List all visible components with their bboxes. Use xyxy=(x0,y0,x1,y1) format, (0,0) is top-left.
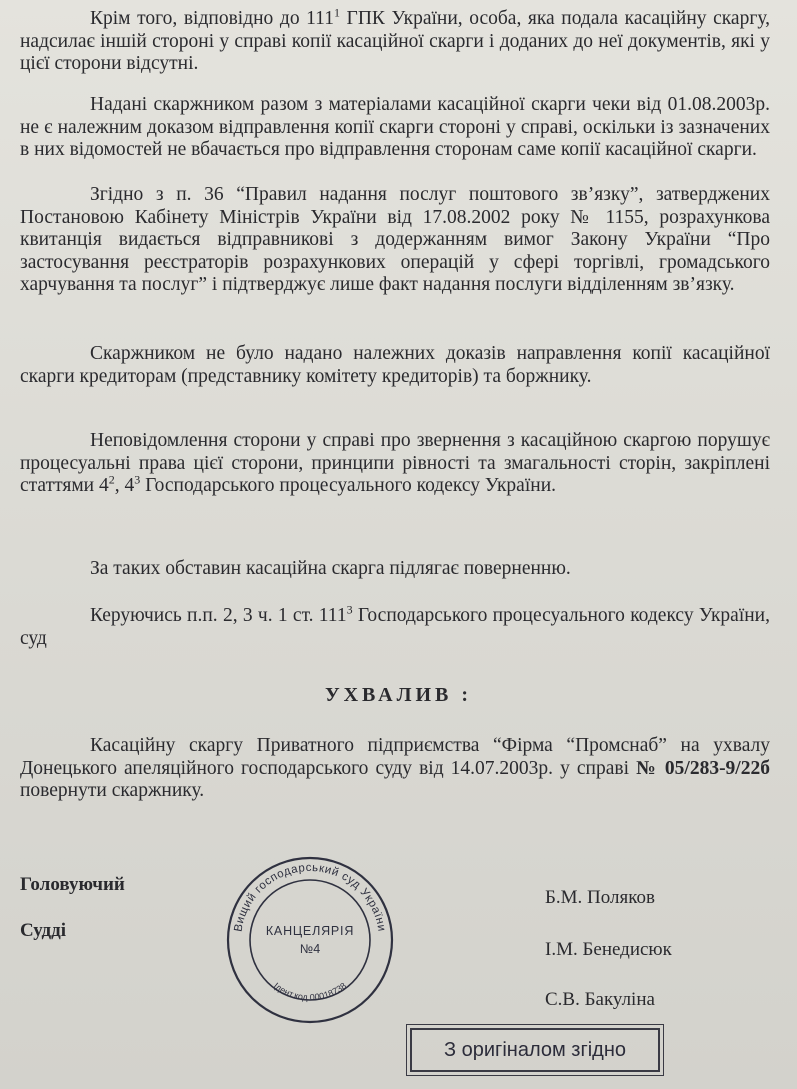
paragraph-5: Неповідомлення сторони у справі про звернення з касаційною скаргою порушує процесуальні права цієї сторони, принципи рівності та змагальності сторін, закріплені статтями $4^2$, $4^3$ Господарського процесуального кодексу України. xyxy=(20,430,770,496)
presiding-label: Головуючий xyxy=(20,874,125,895)
case-number: № 05/283-9/22б xyxy=(636,757,770,779)
paragraph-7: Керуючись п.п. 2, 3 ч. 1 ст. $111^3$ Господарського процесуального кодексу України, суд xyxy=(20,602,770,649)
judge-name-3: С.В. Бакуліна xyxy=(545,989,655,1010)
svg-text:Вищий господарський суд Україн xyxy=(232,862,387,933)
paragraph-3: Згідно з п. 36 “Правил надання послуг поштового зв’язку”, затверджених Постановою Кабінету Міністрів України від 17.08.2002 року № 1155, розрахункова квитанція видається відправникові з додержанням вимог Закону України “Про застосування реєстраторів розрахункових операцій у сфері торгівлі, громадського харчування та послуг” і підтверджує лише факт надання послуги відділенням зв’язку. xyxy=(20,184,770,295)
paragraph-1: Крім того, відповідно до $111^1$ ГПК України, особа, яка подала касаційну скаргу, надсилає іншій стороні у справі копії касаційної скарги і доданих до неї документів, які у цієї сторони відсутні. xyxy=(20,5,771,74)
stamp-ring-text: Вищий господарський суд України xyxy=(232,861,388,933)
paragraph-8: Касаційну скаргу Приватного підприємства “Фірма “Промснаб” на ухвалу Донецького апеляційного господарського суду від 14.07.2003р. у справі № 05/283-9/22б повернути скаржнику. xyxy=(20,735,770,801)
judges-label: Судді xyxy=(20,920,67,941)
paragraph-4: Скаржником не було надано належних доказів направлення копії касаційної скарги кредиторам (представнику комітету кредиторів) та боржнику. xyxy=(20,343,770,387)
stamp-bottom-text: Ідент.код 00018738 xyxy=(271,980,349,1003)
paragraph-2: Надані скаржником разом з матеріалами касаційної скарги чеки від 01.08.2003р. не є належним доказом відправлення копії скарги стороні у справі, оскільки із зазначених в них відомостей не вбачається про відправлення сторонам саме копії касаційної скарги. xyxy=(20,94,770,160)
chancellery-stamp xyxy=(225,855,395,1025)
stamp-center-line-1: КАНЦЕЛЯРІЯ xyxy=(265,924,355,938)
certification-stamp: З оригіналом згідно xyxy=(410,1028,660,1072)
judge-name-2: І.М. Бенедисюк xyxy=(545,939,672,960)
svg-text:Ідент.код 00018738 xyxy=(272,981,349,1003)
stamp-center-line-2: №4 xyxy=(299,942,321,956)
resolution-heading: УХВАЛИВ : xyxy=(324,684,473,706)
judge-name-1: Б.М. Поляков xyxy=(545,887,655,908)
paragraph-6: За таких обставин касаційна скарга підлягає поверненню. xyxy=(90,558,571,579)
